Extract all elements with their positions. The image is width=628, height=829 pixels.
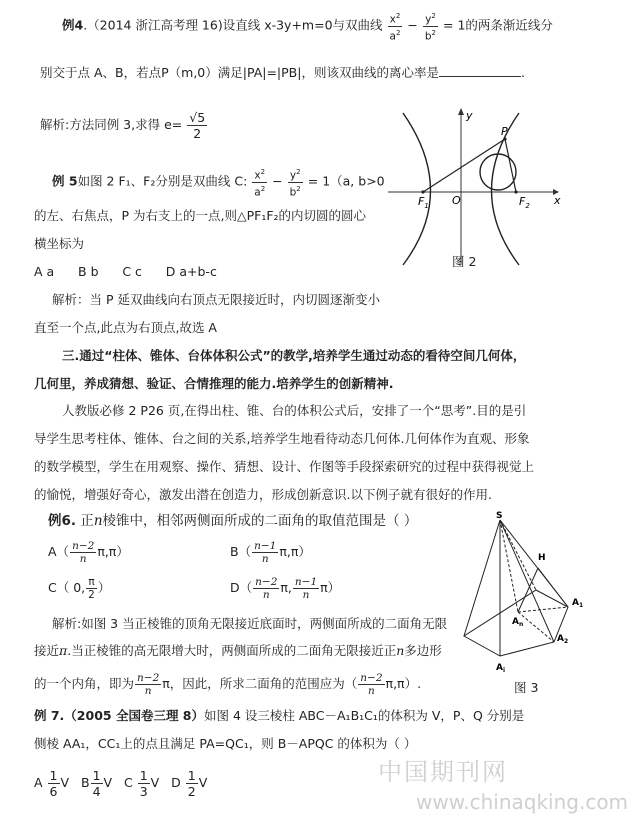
f2-label: $F_2$ — [519, 195, 530, 210]
figure-2-caption: 图 2 — [452, 254, 477, 269]
answer-blank — [439, 64, 521, 77]
ex4-label: 例4 — [62, 17, 84, 33]
figure-2 — [388, 105, 563, 270]
ex6-option-b: B（ $\frac{n-1}{n}$ π,π） — [230, 540, 311, 565]
ex5-options: A a B b C c D a+b-c — [34, 264, 217, 279]
ex7-options: A $\frac{1}{6}$ V B $\frac{1}{4}$ V C $\frac{1}{3}$ V D $\frac{1}{2}$ V — [34, 768, 208, 799]
p-label: P — [501, 125, 508, 138]
fig3-s-label: S — [496, 511, 503, 521]
ex6-sol2: 接近π.当正棱锥的高无限增大时，两侧面所成的二面角无限接近正n多边形 — [34, 643, 442, 658]
section3-line1: 三.通过“柱体、锥体、台体体积公式”的教学,培养学生通过动态的看待空间几何体， — [62, 348, 526, 363]
fig3-a1-label: $A_1$ — [572, 598, 584, 609]
ex7-line1: 例 7.（2005 全国卷三理 8）如图 4 设三棱柱 ABC－A₁B₁C₁的体积为 V，P、Q 分别是 — [34, 708, 525, 723]
f1-label: $F_1$ — [418, 195, 429, 210]
ex5-sol2: 直至一个点,此点为右顶点,故选 A — [34, 320, 217, 335]
ex4-line1: 例4.（2014 浙江高考理 16)设直线 x-3y+m=0与双曲线 $\frac{x^2}{a^2}$ − $\frac{y^2}{b^2}$ = 1的两条渐近线分 — [62, 12, 553, 42]
ex5-sol1: 解析：当 P 延双曲线向右顶点无限接近时，内切圆逐渐变小 — [52, 292, 380, 307]
fig3-h-label: H — [538, 553, 546, 563]
para-line4: 的愉悦，增强好奇心，激发出潜在创造力，形成创新意识.以下例子就有很好的作用. — [34, 487, 492, 502]
ex5-label: 例 5 — [52, 173, 78, 189]
ex7-line2: 侧棱 AA₁，CC₁上的点且满足 PA=QC₁，则 B－APQC 的体积为（ ） — [34, 736, 417, 751]
ex6-option-a: A（ $\frac{n-2}{n}$ π,π） — [48, 540, 129, 565]
para-line1: 人教版必修 2 P26 页,在得出柱、锥、台的体积公式后，安排了一个“思考”.目的是引 — [62, 403, 527, 418]
figure-3-caption: 图 3 — [514, 680, 539, 695]
watermark-url: www.chinaqking.com — [416, 790, 628, 814]
ex6-option-d: D（ $\frac{n-2}{n}$ π, $\frac{n-1}{n}$ π） — [230, 576, 341, 601]
ex6-question: 例6. 正n棱锥中，相邻两侧面所成的二面角的取值范围是（ ） — [48, 513, 418, 529]
ex5-line3: 横坐标为 — [34, 236, 85, 251]
ex6-sol3: 的一个内角，即为 $\frac{n-2}{n}$ π，因此，所求二面角的范围应为（ $\frac{n-2}{n}$ π,π）. — [34, 672, 422, 697]
section3-line2: 几何里，养成猜想、验证、合情推理的能力.培养学生的创新精神. — [34, 376, 394, 391]
ex6-sol1: 解析:如图 3 当正棱锥的顶角无限接近底面时，两侧面所成的二面角无限 — [52, 616, 448, 631]
watermark-text: 中国期刊网 — [378, 758, 508, 786]
ex4-solution: 解析:方法同例 3,求得 e= $\frac{√5}{2}$ — [40, 110, 206, 141]
figure-3 — [456, 510, 596, 692]
ex6-option-c: C（ 0, $\frac{\pi}{2}$ ） — [48, 576, 111, 601]
para-line3: 的数学模型，学生在用观察、操作、猜想、设计、作图等手段探索研究的过程中获得视觉上 — [34, 459, 535, 474]
fig3-ai-label: $A_i$ — [496, 663, 506, 674]
ex5-line1: 例 5如图 2 F₁、F₂分别是双曲线 C: $\frac{x^2}{a^2}$ − $\frac{y^2}{b^2}$ = 1（a, b>0 — [52, 168, 385, 198]
x-axis-label: x — [554, 194, 561, 207]
fig3-an-label: $A_n$ — [512, 617, 524, 628]
y-axis-label: y — [466, 109, 473, 122]
origin-label: O — [452, 194, 461, 207]
ex5-line2: 的左、右焦点，P 为右支上的一点,则△PF₁F₂的内切圆的圆心 — [34, 208, 367, 223]
para-line2: 导学生思考柱体、锥体、台之间的关系,培养学生地看待动态几何体.几何体作为直观、形象 — [34, 431, 530, 446]
ex4-line2: 别交于点 A、B，若点P（m,0）满足|PA|=|PB|，则该双曲线的离心率是 . — [40, 65, 525, 80]
fig3-a2-label: $A_2$ — [557, 634, 569, 645]
